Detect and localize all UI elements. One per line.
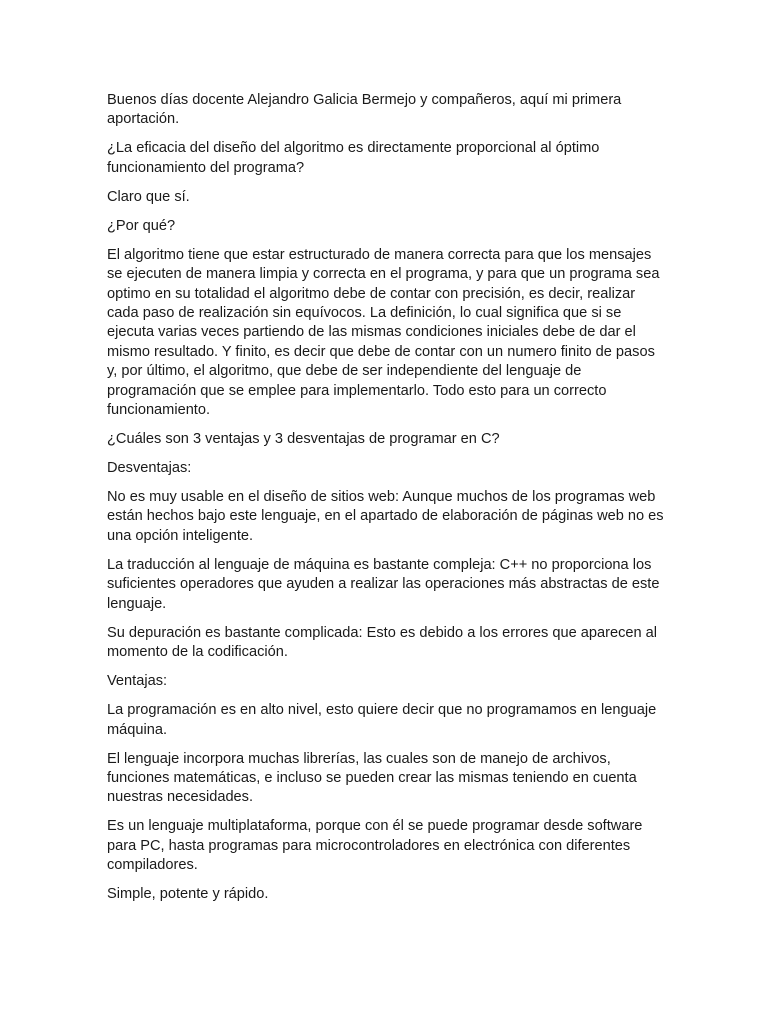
disadvantage-item: No es muy usable en el diseño de sitios web: Aunque muchos de los programas web están hechos bajo este lenguaje, en el apartado de elaboración de páginas web no es una opción inteligente. — [107, 489, 664, 544]
disadvantage-item: La traducción al lenguaje de máquina es bastante compleja: C++ no proporciona los suficientes operadores que ayuden a realizar las operaciones más abstractas de este lenguaje. — [107, 556, 660, 612]
greeting-paragraph: Buenos días docente Alejandro Galicia Bermejo y compañeros, aquí mi primera aportación. — [107, 92, 622, 128]
advantages-heading: Ventajas: — [107, 673, 168, 690]
advantage-item: La programación es en alto nivel, esto quiere decir que no programamos en lenguaje máquina. — [107, 702, 657, 738]
disadvantage-item: Su depuración es bastante complicada: Esto es debido a los errores que aparecen al momento de la codificación. — [107, 624, 658, 661]
answer-paragraph: Claro que sí. — [107, 188, 190, 205]
why-question-paragraph: ¿Por qué? — [107, 217, 176, 234]
advantage-item: Es un lenguaje multiplataforma, porque con él se puede programar desde software para PC, hasta programas para microcontroladores en electrónica con diferentes compiladores. — [107, 818, 643, 874]
advantages-question-paragraph: ¿Cuáles son 3 ventajas y 3 desventajas de programar en C? — [107, 431, 500, 448]
disadvantages-heading: Desventajas: — [107, 460, 192, 477]
document-body — [107, 91, 667, 914]
explanation-paragraph: El algoritmo tiene que estar estructurado de manera correcta para que los mensajes se ejecuten de manera limpia y correcta en el programa, y para que un programa sea optimo en su totalidad el algoritmo debe de contar con precisión, es decir, realizar cada paso de realización sin equívocos. La definición, lo cual significa que si se ejecuta varias veces partiendo de las mismas condiciones iniciales debe de dar el mismo resultado. Y finito, es decir que debe de contar con un numero finito de pasos y, por último, el algoritmo, que debe de ser independiente del lenguaje de programación que se emplee para implementarlo. Todo esto para un correcto funcionamiento. — [107, 246, 660, 419]
summary-paragraph: Simple, potente y rápido. — [107, 886, 269, 903]
advantage-item: El lenguaje incorpora muchas librerías, las cuales son de manejo de archivos, funciones matemáticas, e incluso se pueden crear las mismas teniendo en cuenta nuestras necesidades. — [107, 750, 637, 806]
question-paragraph: ¿La eficacia del diseño del algoritmo es directamente proporcional al óptimo funcionamiento del programa? — [107, 140, 600, 176]
